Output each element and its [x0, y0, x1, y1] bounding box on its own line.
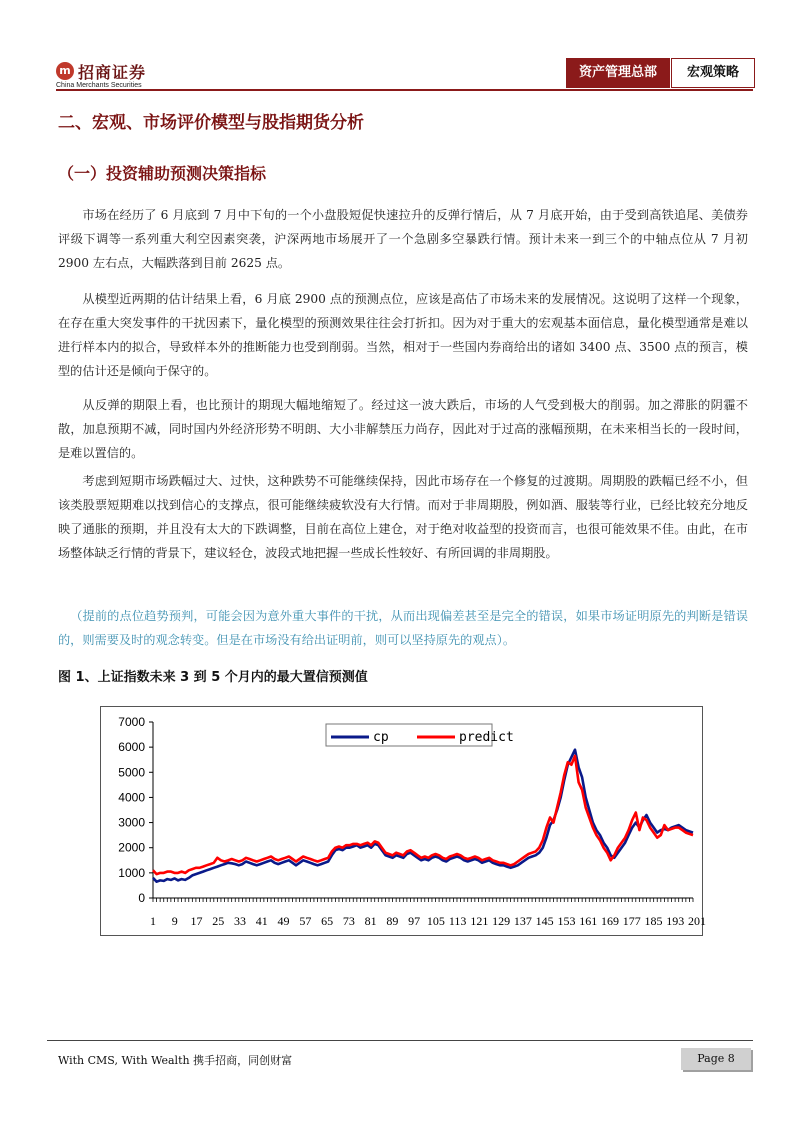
y-tick-label: 4000 — [118, 790, 145, 805]
x-tick-label: 137 — [513, 914, 532, 928]
body-paragraph-3: 从反弹的期限上看，也比预计的期现大幅地缩短了。经过这一波大跌后，市场的人气受到极大的削弱。加之滞胀的阴霾不散，加息预期不减，同时国内外经济形势不明朗、大小非解禁压力尚存，因此对于过高的涨幅预期，在未来相当长的一段时间，是难以置信的。 — [58, 398, 748, 460]
x-tick-label: 121 — [470, 914, 489, 928]
x-tick-label: 97 — [408, 914, 421, 928]
x-tick-label: 33 — [234, 914, 247, 928]
x-tick-label: 9 — [171, 914, 178, 928]
legend-label-cp: cp — [373, 730, 389, 745]
x-tick-label: 113 — [448, 914, 467, 928]
header-divider — [56, 89, 753, 91]
company-logo — [56, 60, 166, 90]
y-tick-label: 0 — [138, 891, 145, 905]
figure-caption: 图 1、上证指数未来 3 到 5 个月内的最大置信预测值 — [58, 670, 368, 685]
logo-mark-icon: m — [56, 62, 74, 80]
y-tick-label: 6000 — [118, 740, 145, 755]
x-tick-label: 41 — [255, 914, 268, 928]
x-tick-label: 185 — [644, 914, 663, 928]
y-tick-label: 3000 — [118, 815, 145, 830]
section-title: 二、宏观、市场评价模型与股指期货分析 — [58, 113, 364, 133]
x-tick-label: 1 — [150, 914, 156, 928]
logo-english-name: China Merchants Securities — [56, 82, 142, 89]
disclaimer-note: （提前的点位趋势预判，可能会因为意外重大事件的干扰，从而出现偏差甚至是完全的错误，如果市场证明原先的判断是错误的，则需要及时的观念转变。但是在市场没有给出证明前，则可以坚持原先的观点）。 — [58, 609, 748, 647]
subsection-title: （一）投资辅助预测决策指标 — [58, 164, 267, 183]
x-tick-label: 201 — [688, 914, 706, 928]
body-paragraph-4: 考虑到短期市场跌幅过大、过快，这种跌势不可能继续保持，因此市场存在一个修复的过渡期。周期股的跌幅已经不小，但该类股票短期难以找到信心的支撑点，很可能继续疲软没有大行情。而对于非周期股，例如酒、服装等行业，已经比较充分地反映了通胀的预期，并且没有太大的下跌调整，目前在高位上建仓，对于绝对收益型的投资而言，也很可能效果不佳。由此，在市场整体缺乏行情的背景下，建议轻仓，波段式地把握一些成长性较好、有所回调的非周期股。 — [58, 474, 748, 560]
department-label: 资产管理总部 — [566, 58, 670, 88]
x-tick-label: 129 — [492, 914, 511, 928]
series-line-predict — [153, 756, 693, 874]
x-tick-label: 153 — [557, 914, 576, 928]
y-tick-label: 5000 — [118, 765, 145, 780]
x-tick-label: 169 — [600, 914, 619, 928]
report-type-label: 宏观策略 — [671, 58, 755, 88]
chart-frame — [100, 706, 706, 936]
x-tick-label: 161 — [579, 914, 598, 928]
x-tick-label: 73 — [342, 914, 355, 928]
x-tick-label: 193 — [666, 914, 685, 928]
x-tick-label: 145 — [535, 914, 554, 928]
y-tick-label: 2000 — [118, 840, 145, 855]
footer-slogan: With CMS, With Wealth 携手招商，同创财富 — [58, 1054, 293, 1067]
line-chart — [101, 707, 706, 935]
page-number: Page 8 — [681, 1048, 751, 1070]
x-tick-label: 49 — [277, 914, 290, 928]
x-tick-label: 57 — [299, 914, 312, 928]
footer-divider — [47, 1040, 753, 1041]
legend-label-predict: predict — [459, 730, 514, 745]
logo-chinese-name: 招商证券 — [78, 63, 147, 82]
x-tick-label: 65 — [321, 914, 334, 928]
y-tick-label: 7000 — [118, 715, 145, 729]
body-paragraph-1: 市场在经历了 6 月底到 7 月中下旬的一个小盘股短促快速拉升的反弹行情后，从 7 月底开始，由于受到高铁追尾、美债券评级下调等一系列重大利空因素突袭，沪深两地市场展开了一个急剧多空暴跌行情。预计未来一到三个的中轴点位从 7 月初 2900 左右点，大幅跌落到目前 2625 点。 — [58, 208, 748, 270]
x-tick-label: 177 — [622, 914, 641, 928]
x-tick-label: 89 — [386, 914, 399, 928]
body-paragraph-2: 从模型近两期的估计结果上看，6 月底 2900 点的预测点位，应该是高估了市场未来的发展情况。这说明了这样一个现象，在存在重大突发事件的干扰因素下，量化模型的预测效果往往会打折扣。因为对于重大的宏观基本面信息，量化模型通常是难以进行样本内的拟合，导致样本外的推断能力也受到削弱。当然，相对于一些国内券商给出的诸如 3400 点、3500 点的预言，模型的估计还是倾向于保守的。 — [58, 292, 748, 378]
x-tick-label: 81 — [364, 914, 377, 928]
series-line-cp — [153, 750, 693, 882]
x-tick-label: 17 — [190, 914, 203, 928]
x-tick-label: 105 — [426, 914, 445, 928]
x-tick-label: 25 — [212, 914, 225, 928]
y-tick-label: 1000 — [118, 865, 145, 880]
